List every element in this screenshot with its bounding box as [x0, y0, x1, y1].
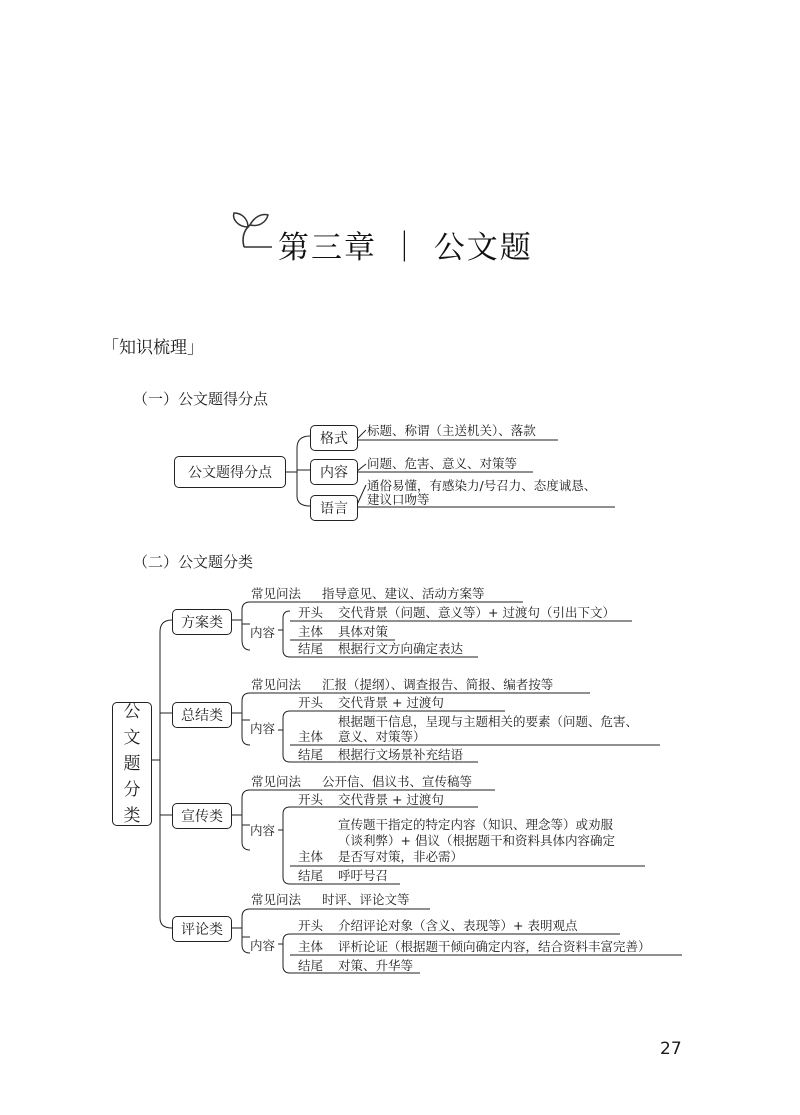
row-label: 结尾	[298, 747, 324, 762]
category-plan: 方案类	[172, 609, 232, 635]
row-label: 开头	[298, 605, 324, 620]
page-number: 27	[660, 1039, 682, 1059]
row-text: 交代背景 + 过渡句	[338, 792, 444, 807]
row-text: 交代背景 + 过渡句	[338, 695, 444, 710]
content-text: 问题、危害、意义、对策等	[367, 456, 518, 471]
content-label: 内容	[250, 938, 276, 953]
section-label: 「知识梳理」	[102, 338, 204, 358]
common-text: 汇报（提纲）、调查报告、简报、编者按等	[322, 677, 554, 692]
row-text: 根据题干信息，呈现与主题相关的要素（问题、危害、	[338, 714, 639, 729]
row-text: 根据行文方向确定表达	[338, 641, 464, 656]
row-label: 主体	[298, 849, 324, 864]
format-text: 标题、称谓（主送机关）、落款	[367, 423, 536, 438]
part1-root: 公文题得分点	[174, 456, 286, 488]
root-char: 类	[123, 806, 141, 826]
row-label: 开头	[298, 792, 324, 807]
part2-heading: （二）公文题分类	[133, 553, 254, 571]
branch-content: 内容	[310, 459, 358, 485]
row-text: 是否写对策，非必需）	[338, 849, 464, 864]
common-label: 常见问法	[251, 677, 302, 692]
row-label: 主体	[298, 624, 324, 639]
language-text-2: 建议口吻等	[367, 492, 430, 507]
common-label: 常见问法	[251, 774, 302, 789]
row-label: 结尾	[298, 641, 324, 656]
row-text: （谈利弊）+ 倡议（根据题干和资料具体内容确定	[338, 833, 615, 848]
common-text: 时评、评论文等	[322, 892, 410, 907]
category-publicity: 宣传类	[172, 803, 232, 829]
content-label: 内容	[250, 823, 276, 838]
row-text: 评析论证（根据题干倾向确定内容，结合资料丰富完善）	[338, 939, 651, 954]
content-label: 内容	[250, 625, 276, 640]
row-text: 呼吁号召	[338, 868, 389, 883]
category-summary: 总结类	[172, 702, 232, 728]
root-char: 题	[123, 754, 141, 774]
common-text: 指导意见、建议、活动方案等	[322, 586, 485, 601]
category-commentary: 评论类	[172, 916, 232, 942]
row-text: 具体对策	[338, 624, 389, 639]
common-label: 常见问法	[251, 586, 302, 601]
root-char: 公	[123, 702, 141, 722]
row-label: 结尾	[298, 868, 324, 883]
row-text: 宣传题干指定的特定内容（知识、理念等）或劝服	[338, 817, 614, 832]
root-char: 文	[123, 728, 141, 748]
row-label: 开头	[298, 918, 324, 933]
row-label: 结尾	[298, 958, 324, 973]
common-text: 公开信、倡议书、宣传稿等	[322, 774, 473, 789]
part2-root	[112, 702, 152, 826]
root-char: 分	[123, 780, 141, 800]
row-label: 主体	[298, 939, 324, 954]
branch-format: 格式	[310, 425, 358, 451]
row-text: 对策、升华等	[338, 958, 414, 973]
row-text: 介绍评论对象（含义、表现等）+ 表明观点	[338, 918, 578, 933]
language-text-1: 通俗易懂，有感染力/号召力、态度诚恳、	[367, 478, 597, 493]
chapter-title: 第三章 ｜ 公文题	[278, 230, 533, 266]
content-label: 内容	[250, 721, 276, 736]
part1-heading: （一）公文题得分点	[133, 390, 269, 408]
row-label: 开头	[298, 695, 324, 710]
row-text: 交代背景（问题、意义等）+ 过渡句（引出下文）	[338, 605, 615, 620]
row-text: 意义、对策等）	[338, 729, 426, 744]
branch-language: 语言	[310, 495, 358, 521]
row-text: 根据行文场景补充结语	[338, 747, 464, 762]
row-label: 主体	[298, 729, 324, 744]
common-label: 常见问法	[251, 892, 302, 907]
